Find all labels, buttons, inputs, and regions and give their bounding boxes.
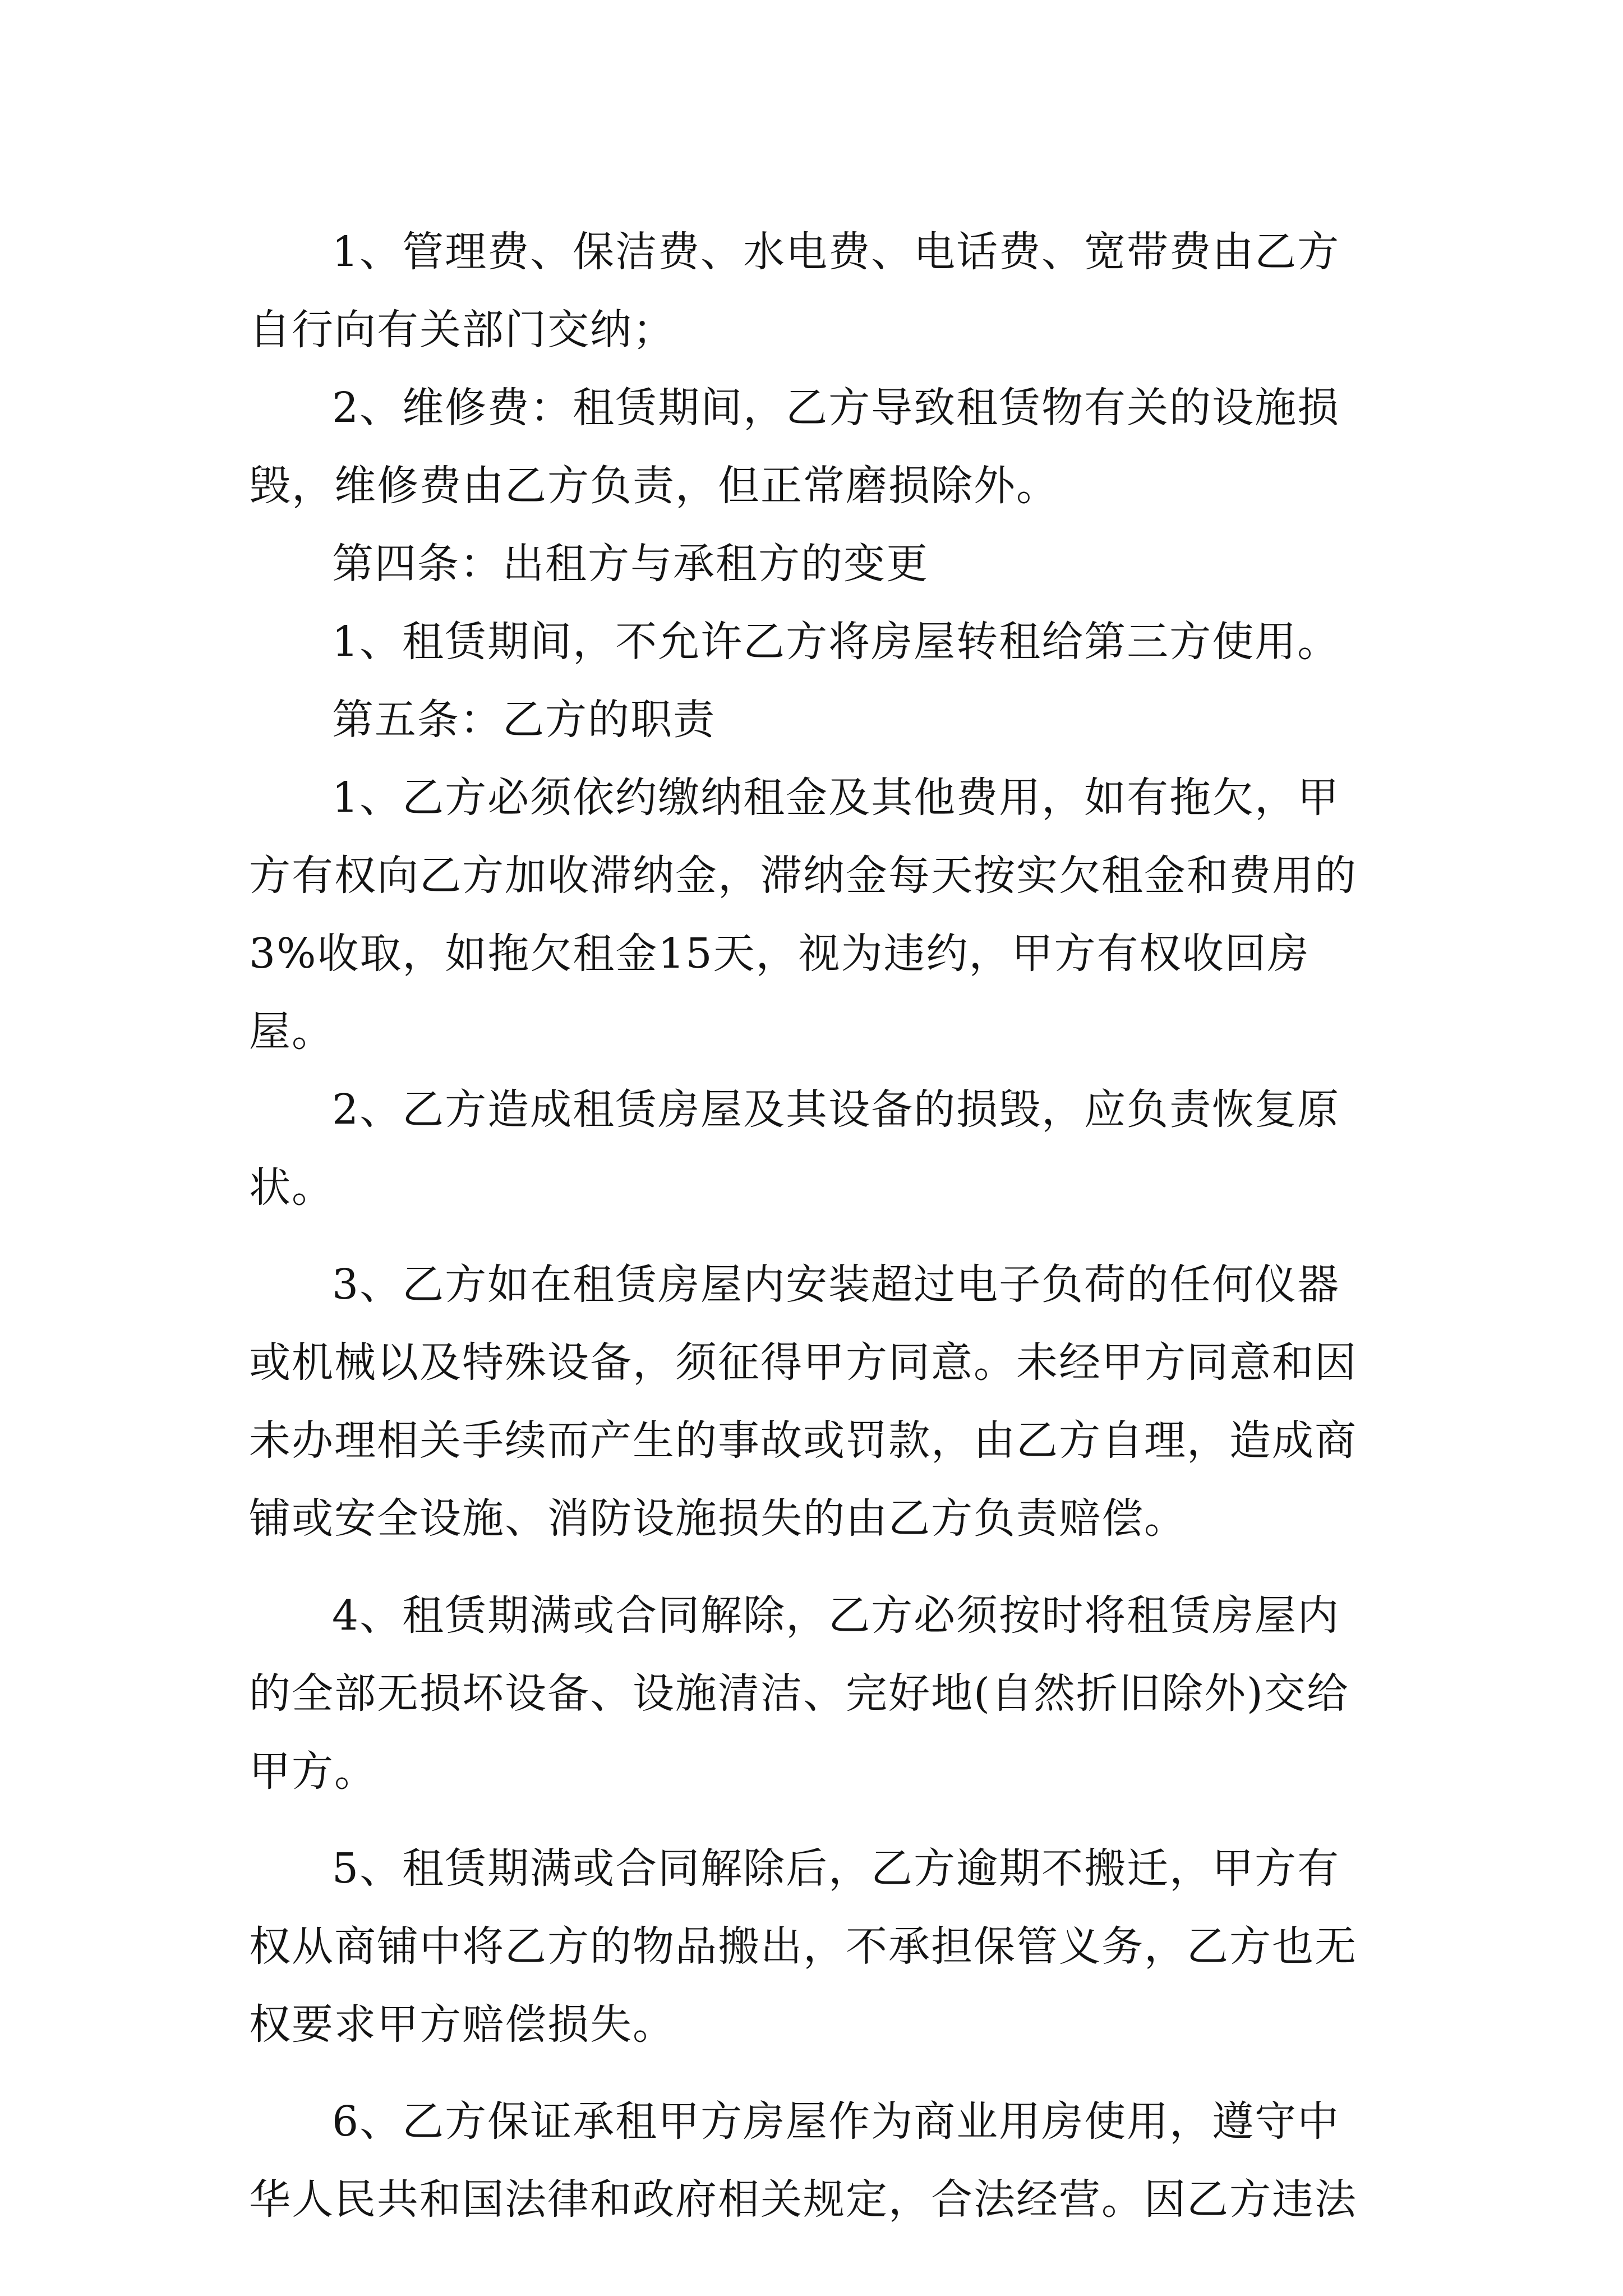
paragraph-article-5-item-4: 4、租赁期满或合同解除，乙方必须按时将租赁房屋内的全部无损坏设备、设施清洁、完好地(自然折旧除外)交给甲方。 xyxy=(249,1591,1349,1796)
heading-article-5: 第五条：乙方的职责 xyxy=(332,696,716,744)
paragraph-article-5-item-5: 5、租赁期满或合同解除后，乙方逾期不搬迁，甲方有权从商铺中将乙方的物品搬出，不承担保管义务，乙方也无权要求甲方赔偿损失。 xyxy=(249,1844,1357,2049)
paragraph-fees-repair: 2、维修费：租赁期间，乙方导致租赁物有关的设施损毁，维修费由乙方负责，但正常磨损除外。 xyxy=(249,384,1340,510)
paragraph-article-5-item-2: 2、乙方造成租赁房屋及其设备的损毁，应负责恢复原状。 xyxy=(249,1085,1340,1212)
paragraph-fees-management: 1、管理费、保洁费、水电费、电话费、宽带费由乙方自行向有关部门交纳； xyxy=(249,228,1340,354)
heading-article-4: 第四条：出租方与承租方的变更 xyxy=(332,540,929,588)
document-body xyxy=(249,213,1374,2239)
paragraph-article-5-item-6: 6、乙方保证承租甲方房屋作为商业用房使用，遵守中华人民共和国法律和政府相关规定，合法经营。因乙方违法 xyxy=(249,2097,1357,2224)
paragraph-article-4-item-1: 1、租赁期间，不允许乙方将房屋转租给第三方使用。 xyxy=(332,618,1340,666)
paragraph-article-5-item-3: 3、乙方如在租赁房屋内安装超过电子负荷的任何仪器或机械以及特殊设备，须征得甲方同意。未经甲方同意和因未办理相关手续而产生的事故或罚款，由乙方自理，造成商铺或安全设施、消防设施损失的由乙方负责赔偿。 xyxy=(249,1260,1357,1543)
paragraph-article-5-item-1: 1、乙方必须依约缴纳租金及其他费用，如有拖欠，甲方有权向乙方加收滞纳金，滞纳金每天按实欠租金和费用的3%收取，如拖欠租金15天，视为违约，甲方有权收回房屋。 xyxy=(249,774,1357,1056)
